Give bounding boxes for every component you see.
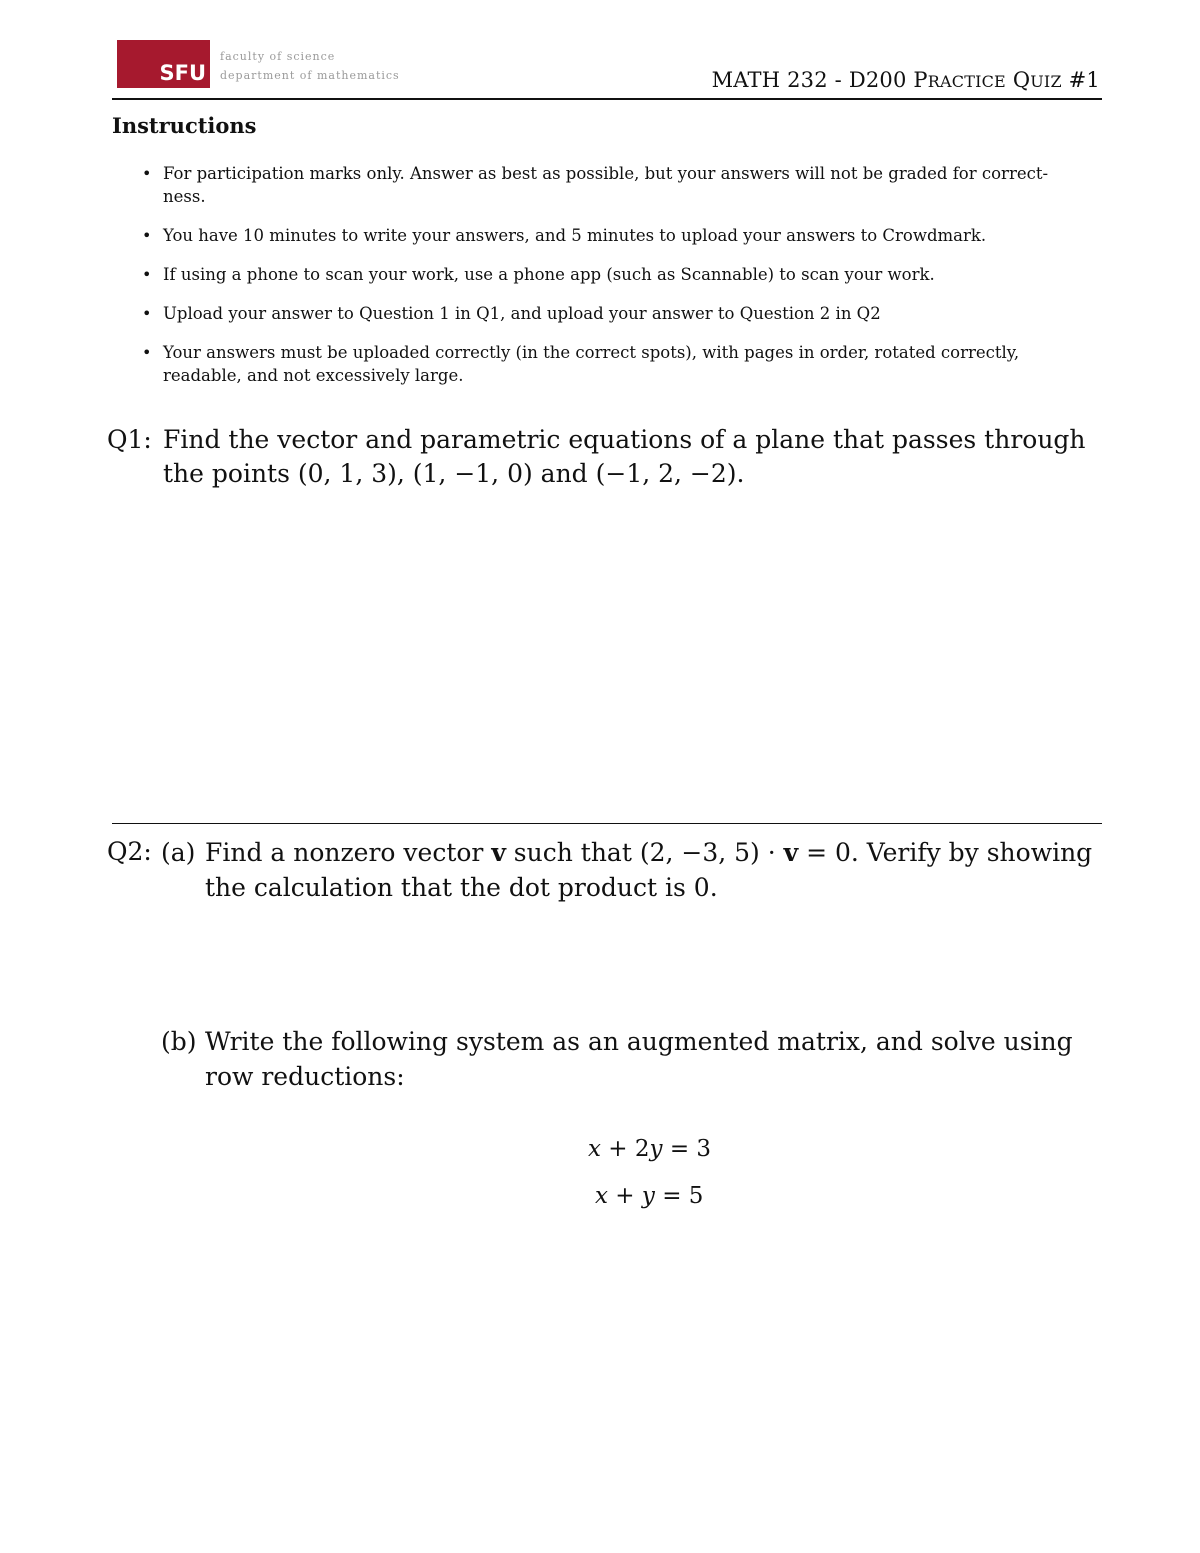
logo-department: department of mathematics (220, 69, 400, 82)
part-a-label: (a) (161, 838, 196, 867)
part-b-line-1: Write the following system as an augmented matrix, and solve using (205, 1027, 1073, 1056)
bullet-icon: • (142, 164, 152, 183)
part-a-pre: Find a nonzero vector (205, 838, 492, 867)
part-a-post: = 0. Verify by showing (798, 838, 1093, 867)
logo-faculty: faculty of science (220, 50, 336, 63)
instruction-item (142, 263, 1102, 286)
bullet-icon: • (142, 343, 152, 362)
part-b-label: (b) (161, 1027, 197, 1056)
question-1-text (163, 423, 1102, 491)
equation-1: x + 2y = 3 (588, 1136, 712, 1162)
question-divider (112, 823, 1102, 824)
vector-v: v (783, 838, 799, 867)
question-2-part-a (161, 835, 1101, 905)
question-1-line-2: the points (0, 1, 3), (1, −1, 0) and (−1, 2, −2). (163, 459, 745, 488)
part-a-mid: such that (2, −3, 5) · (505, 838, 784, 867)
instruction-text: You have 10 minutes to write your answers, and 5 minutes to upload your answers to Crowdmark. (163, 226, 987, 245)
bullet-icon: • (142, 304, 152, 323)
instruction-text: Upload your answer to Question 1 in Q1, and upload your answer to Question 2 in Q2 (163, 304, 881, 323)
question-1-label: Q1: (107, 425, 152, 454)
instruction-text: Your answers must be uploaded correctly (in the correct spots), with pages in order, rotated correctly, readable, and not excessively large. (163, 343, 1020, 385)
vector-v: v (491, 838, 506, 867)
question-2-label: Q2: (107, 837, 152, 866)
document-title (712, 68, 1100, 92)
part-a-line-2: the calculation that the dot product is 0. (205, 873, 718, 902)
sfu-logo-text (220, 40, 400, 88)
sfu-logo-mark: SFU (117, 40, 210, 88)
instruction-item (142, 224, 1102, 247)
instruction-text: For participation marks only. Answer as best as possible, but your answers will not be graded for correct- ness. (163, 164, 1049, 206)
instructions-list (142, 162, 1102, 403)
title-smallcaps-1: RACTICE (927, 72, 1006, 91)
part-b-line-2: row reductions: (205, 1062, 405, 1091)
instructions-heading: Instructions (112, 113, 257, 138)
instruction-item (142, 341, 1102, 387)
title-q: Q (1005, 68, 1031, 92)
question-1 (107, 423, 1102, 491)
equation-2: x + y = 5 (595, 1183, 704, 1209)
instruction-item (142, 302, 1102, 325)
title-smallcaps-2: UIZ (1030, 72, 1062, 91)
bullet-icon: • (142, 265, 152, 284)
bullet-icon: • (142, 226, 152, 245)
instruction-text: If using a phone to scan your work, use a phone app (such as Scannable) to scan your work. (163, 265, 935, 284)
sfu-logo (117, 40, 400, 88)
part-a-text (205, 835, 1101, 905)
title-number: #1 (1061, 68, 1100, 92)
title-main: MATH 232 - D200 P (711, 68, 928, 92)
instruction-item (142, 162, 1102, 208)
part-a-line-1 (205, 835, 1101, 870)
part-b-text (205, 1024, 1101, 1094)
question-1-line-1: Find the vector and parametric equations of a plane that passes through (163, 425, 1086, 454)
header-divider (112, 98, 1102, 100)
question-2-part-b (161, 1024, 1101, 1094)
